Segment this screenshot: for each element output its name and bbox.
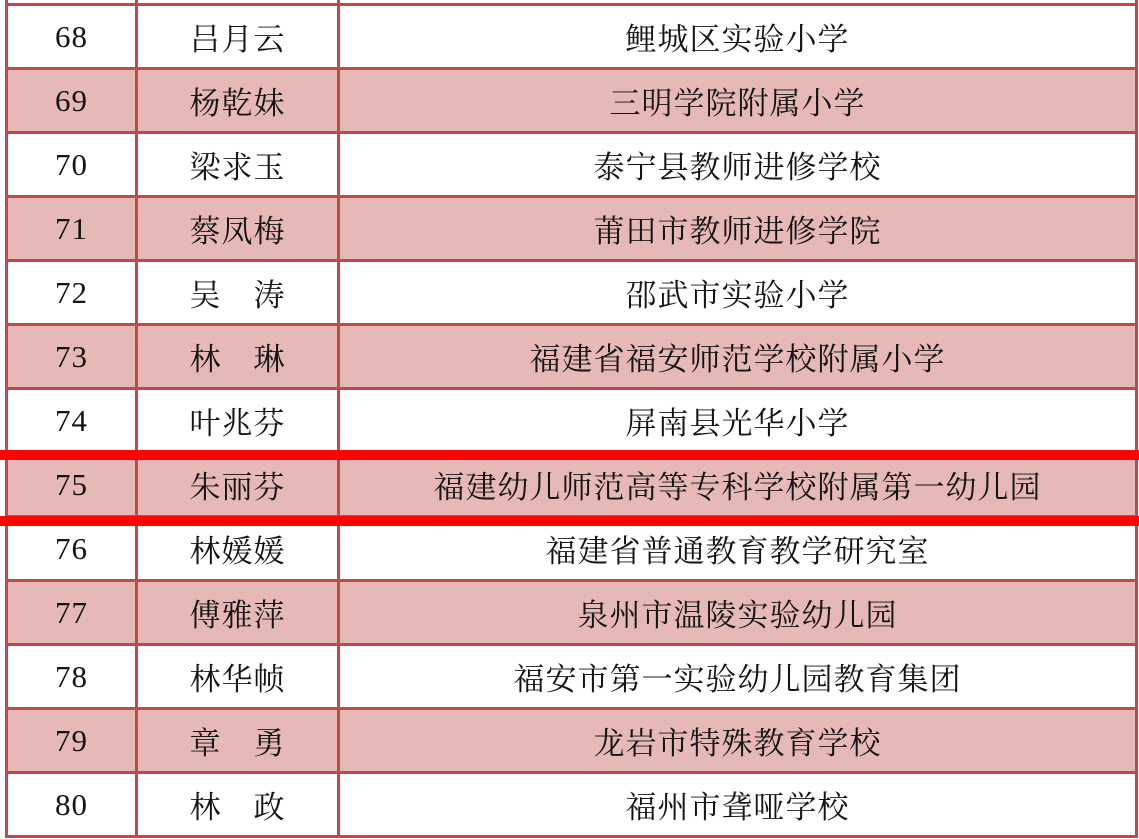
name-cell: 林 政 — [137, 773, 339, 837]
school-cell: 泰宁县教师进修学校 — [339, 133, 1137, 197]
row-number-cell: 74 — [7, 389, 137, 453]
name-cell: 傅雅萍 — [137, 581, 339, 645]
school-cell: 龙岩市特殊教育学校 — [339, 709, 1137, 773]
table-row — [7, 645, 1137, 709]
table-row — [7, 261, 1137, 325]
school-cell: 福建省普通教育教学研究室 — [339, 517, 1137, 581]
school-cell: 鲤城区实验小学 — [339, 5, 1137, 69]
table-row — [7, 581, 1137, 645]
row-number-cell: 71 — [7, 197, 137, 261]
table-row — [7, 773, 1137, 837]
highlight-band-top — [0, 450, 1139, 460]
school-cell: 邵武市实验小学 — [339, 261, 1137, 325]
name-cell: 林媛媛 — [137, 517, 339, 581]
name-cell: 杨乾妹 — [137, 69, 339, 133]
name-cell: 林 琳 — [137, 325, 339, 389]
table-row — [7, 709, 1137, 773]
highlight-band-bottom — [0, 516, 1139, 526]
school-cell: 福建幼儿师范高等专科学校附属第一幼儿园 — [339, 453, 1137, 517]
school-cell: 福建省福安师范学校附属小学 — [339, 325, 1137, 389]
row-number-cell: 78 — [7, 645, 137, 709]
table-row — [7, 197, 1137, 261]
row-number-cell: 75 — [7, 453, 137, 517]
name-cell: 叶兆芬 — [137, 389, 339, 453]
school-cell: 三明学院附属小学 — [339, 69, 1137, 133]
name-cell: 章 勇 — [137, 709, 339, 773]
row-number-cell: 79 — [7, 709, 137, 773]
school-cell: 莆田市教师进修学院 — [339, 197, 1137, 261]
row-number-cell: 72 — [7, 261, 137, 325]
name-cell: 朱丽芬 — [137, 453, 339, 517]
row-number-cell: 68 — [7, 5, 137, 69]
row-number-cell: 69 — [7, 69, 137, 133]
name-cell: 蔡凤梅 — [137, 197, 339, 261]
table-row — [7, 133, 1137, 197]
name-cell: 林华帧 — [137, 645, 339, 709]
roster-table — [5, 0, 1138, 838]
row-number-cell: 70 — [7, 133, 137, 197]
school-cell: 泉州市温陵实验幼儿园 — [339, 581, 1137, 645]
row-number-cell: 73 — [7, 325, 137, 389]
name-cell: 梁求玉 — [137, 133, 339, 197]
table-row — [7, 517, 1137, 581]
table-row-highlighted — [7, 453, 1137, 517]
school-cell: 福州市聋哑学校 — [339, 773, 1137, 837]
table-row — [7, 5, 1137, 69]
table-row — [7, 389, 1137, 453]
row-number-cell: 80 — [7, 773, 137, 837]
table-row — [7, 325, 1137, 389]
school-cell: 福安市第一实验幼儿园教育集团 — [339, 645, 1137, 709]
school-cell: 屏南县光华小学 — [339, 389, 1137, 453]
name-cell: 吴 涛 — [137, 261, 339, 325]
table-row — [7, 69, 1137, 133]
row-number-cell: 77 — [7, 581, 137, 645]
row-number-cell: 76 — [7, 517, 137, 581]
name-cell: 吕月云 — [137, 5, 339, 69]
